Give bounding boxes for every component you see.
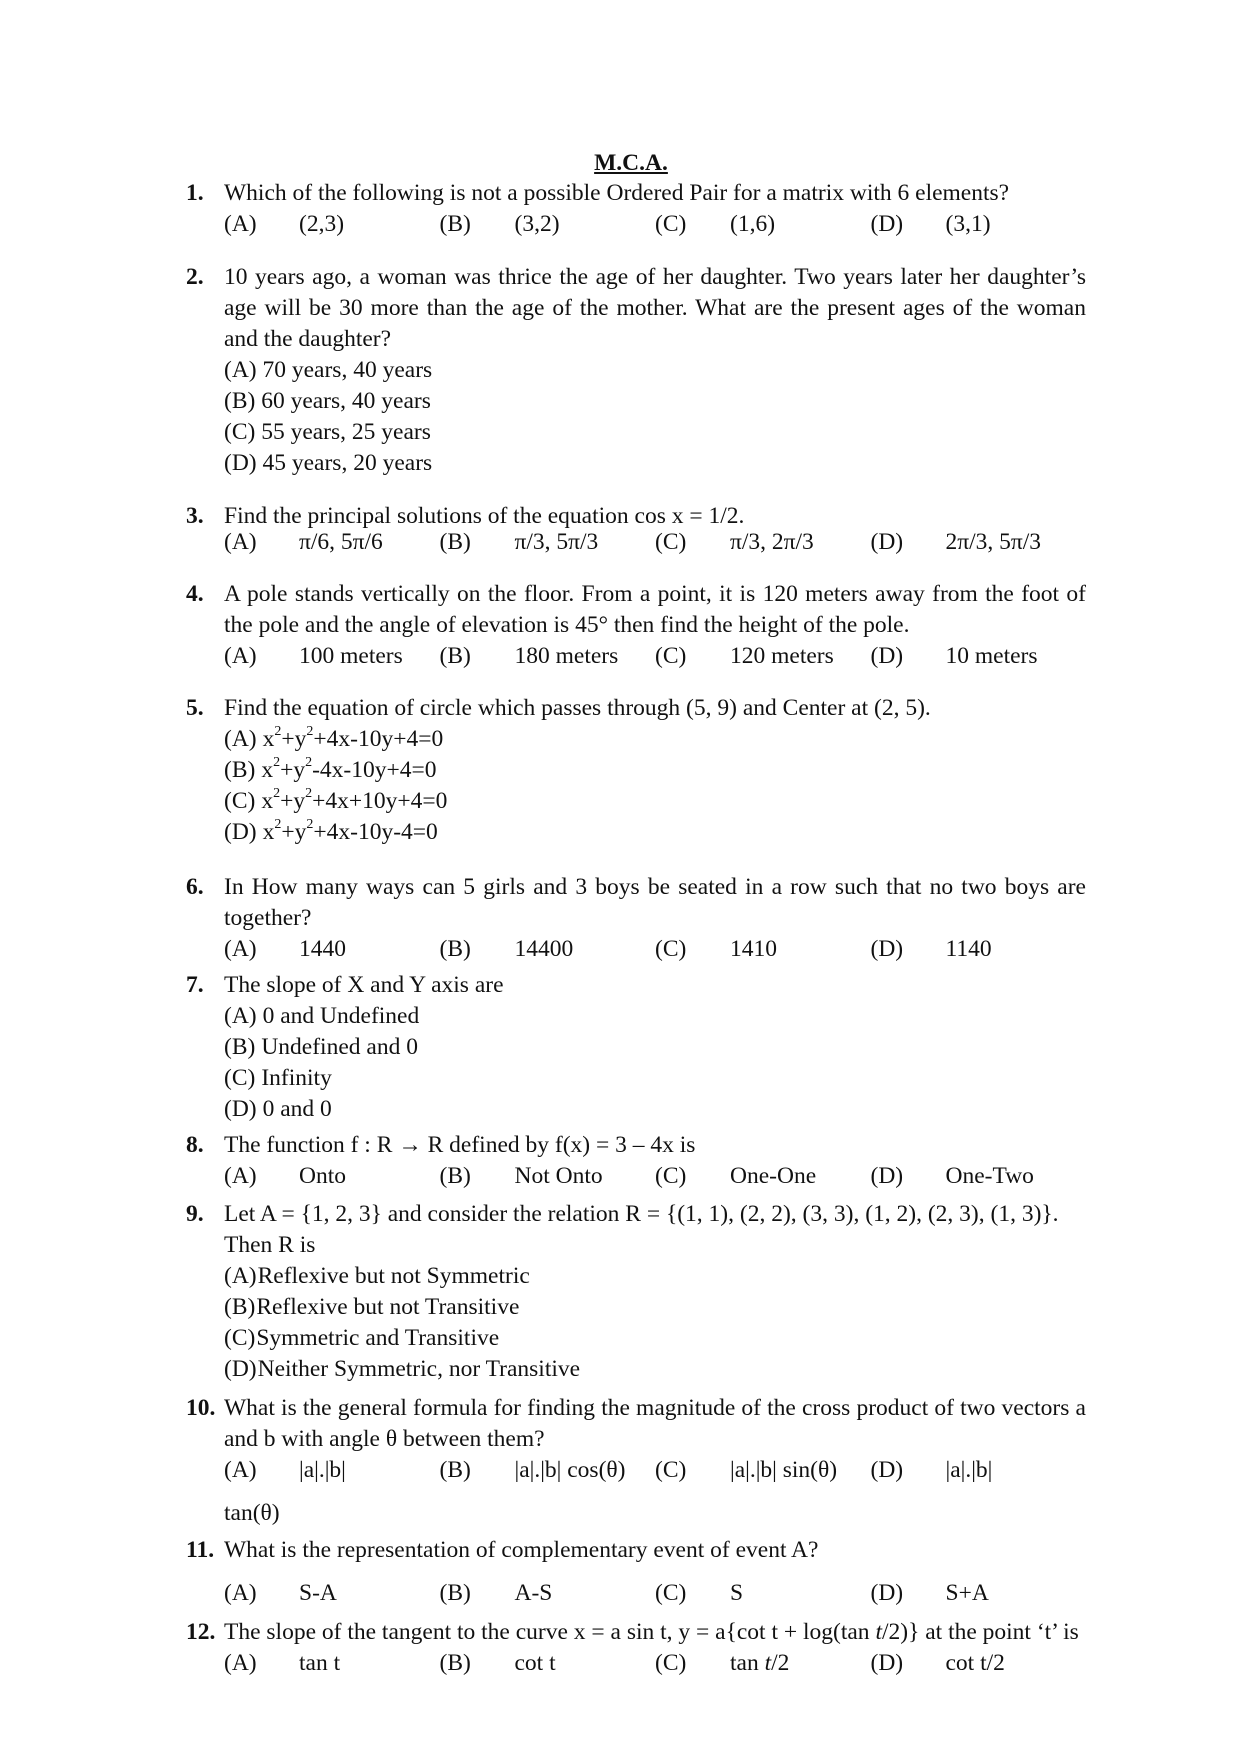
options-row (224, 1648, 1086, 1679)
question-text: Find the principal solutions of the equation cos x = 1/2. (224, 503, 745, 529)
option-c: (C) 55 years, 25 years (224, 419, 431, 445)
option-d: (D) 0 and 0 (224, 1096, 332, 1122)
question-2 (186, 262, 1086, 479)
option-a: (A) Reflexive but not Symmetric (224, 1263, 530, 1289)
options-grid (224, 355, 1086, 479)
option-d: (D) cot t/2 (870, 1650, 1005, 1676)
option-b: (B) Not Onto (439, 1163, 603, 1189)
option-a: (A) 100 meters (224, 643, 403, 669)
option-c: (C) S (655, 1580, 744, 1606)
option-b: (B) |a|.|b| cos(θ) (439, 1457, 626, 1483)
question-3 (186, 501, 1086, 558)
question-text: The function f : R → R defined by f(x) = 3 – 4x is (224, 1132, 696, 1158)
options-row (224, 209, 1086, 240)
question-number: 7. (186, 972, 204, 998)
option-b: (B) 60 years, 40 years (224, 388, 431, 414)
option-d: (D) 45 years, 20 years (224, 450, 433, 476)
question-12 (186, 1617, 1086, 1679)
option-c: (C) |a|.|b| sin(θ) (655, 1457, 838, 1483)
question-number: 11. (186, 1537, 215, 1563)
option-b: (B) 14400 (439, 936, 574, 962)
question-number: 8. (186, 1132, 204, 1158)
options-row (224, 934, 1086, 965)
question-text: A pole stands vertically on the floor. From a point, it is 120 meters away from the foot of the pole and the angle of elevation is 45° then find the height of the pole. (224, 581, 1086, 638)
option-c: (C) π/3, 2π/3 (655, 529, 814, 555)
question-number: 2. (186, 264, 204, 290)
question-subtext: Then R is (224, 1232, 316, 1258)
option-c: (C) Infinity (224, 1065, 332, 1091)
option-a: (A) π/6, 5π/6 (224, 529, 383, 555)
option-a: (A) S-A (224, 1580, 337, 1606)
option-a: (A) |a|.|b| (224, 1457, 346, 1483)
question-number: 1. (186, 180, 204, 206)
question-text: Which of the following is not a possible Ordered Pair for a matrix with 6 elements? (224, 180, 1010, 206)
option-d: (D) 1140 (870, 936, 992, 962)
option-a: (A) (2,3) (224, 211, 345, 237)
option-b: (B) (3,2) (439, 211, 560, 237)
question-number: 9. (186, 1201, 204, 1227)
option-overflow: tan(θ) (224, 1500, 280, 1526)
option-d: (D) 10 meters (870, 643, 1038, 669)
option-b: (B) cot t (439, 1650, 556, 1676)
option-c: (C) Symmetric and Transitive (224, 1325, 500, 1351)
question-text: What is the representation of complementary event of event A? (224, 1537, 819, 1563)
option-d: (D) $x^2+y^2+4x-10y-4=0$ (224, 817, 438, 845)
page-title: M.C.A. (594, 150, 668, 176)
question-11 (186, 1535, 1086, 1609)
question-number: 12. (186, 1619, 216, 1645)
options-row (224, 1455, 1086, 1486)
question-text: 10 years ago, a woman was thrice the age of her daughter. Two years later her daughter’s age will be 30 more than the age of the mother. What are the present ages of the woman and the daughter? (224, 264, 1086, 352)
option-d: (D) 2π/3, 5π/3 (870, 529, 1042, 555)
question-text: The slope of X and Y axis are (224, 972, 504, 998)
option-b: (B) Reflexive but not Transitive (224, 1294, 520, 1320)
option-a: (A) 1440 (224, 936, 346, 962)
question-number: 3. (186, 503, 204, 529)
question-4 (186, 579, 1086, 672)
option-a: (A) $x^2+y^2+4x-10y+4=0$ (224, 724, 444, 752)
question-8 (186, 1130, 1086, 1192)
question-text: What is the general formula for finding the magnitude of the cross product of two vectors a and b with angle θ between them? (224, 1395, 1086, 1452)
question-text: In How many ways can 5 girls and 3 boys be seated in a row such that no two boys are together? (224, 874, 1086, 931)
question-number: 6. (186, 874, 204, 900)
option-b: (B) $x^2+y^2-4x-10y+4=0$ (224, 755, 437, 783)
option-a: (A) 70 years, 40 years (224, 357, 433, 383)
question-number: 5. (186, 695, 204, 721)
question-6 (186, 872, 1086, 965)
exam-page (186, 148, 1086, 1679)
question-9 (186, 1199, 1086, 1385)
option-d: (D) |a|.|b| (870, 1457, 993, 1483)
options-grid (224, 724, 1086, 848)
question-number: 10. (186, 1395, 216, 1421)
question-text: Find the equation of circle which passes through (5, 9) and Center at (2, 5). (224, 695, 931, 721)
option-c: (C) One-One (655, 1163, 817, 1189)
options-row (224, 1578, 1086, 1609)
question-10 (186, 1393, 1086, 1529)
option-a: (A) tan t (224, 1650, 341, 1676)
options-row (224, 1161, 1086, 1192)
option-b: (B) Undefined and 0 (224, 1034, 418, 1060)
option-d: (D) One-Two (870, 1163, 1034, 1189)
option-b: (B) 180 meters (439, 643, 619, 669)
option-b: (B) π/3, 5π/3 (439, 529, 599, 555)
options-row (224, 641, 1086, 672)
option-c: (C) 120 meters (655, 643, 834, 669)
option-d: (D) S+A (870, 1580, 989, 1606)
options-row (224, 527, 1086, 558)
option-c: (C) (1,6) (655, 211, 776, 237)
question-text: The slope of the tangent to the curve x = a sin t, y = a{cot t + log(tan t/2)} at the point ‘t’ is (224, 1619, 1079, 1645)
option-c: (C) tan t/2 (655, 1650, 790, 1676)
question-7 (186, 970, 1086, 1125)
option-d: (D) Neither Symmetric, nor Transitive (224, 1356, 581, 1382)
option-c: (C) 1410 (655, 936, 777, 962)
option-b: (B) A-S (439, 1580, 553, 1606)
question-1 (186, 178, 1086, 240)
question-number: 4. (186, 581, 204, 607)
question-5 (186, 693, 1086, 848)
option-a: (A) Onto (224, 1163, 346, 1189)
options-grid (224, 1001, 1086, 1125)
option-d: (D) (3,1) (870, 211, 991, 237)
options-grid (224, 1261, 1086, 1385)
option-a: (A) 0 and Undefined (224, 1003, 420, 1029)
option-c: (C) $x^2+y^2+4x+10y+4=0$ (224, 786, 448, 814)
question-text: Let A = {1, 2, 3} and consider the relation R = {(1, 1), (2, 2), (3, 3), (1, 2), (2, 3), (1, 3)}. (224, 1201, 1059, 1227)
